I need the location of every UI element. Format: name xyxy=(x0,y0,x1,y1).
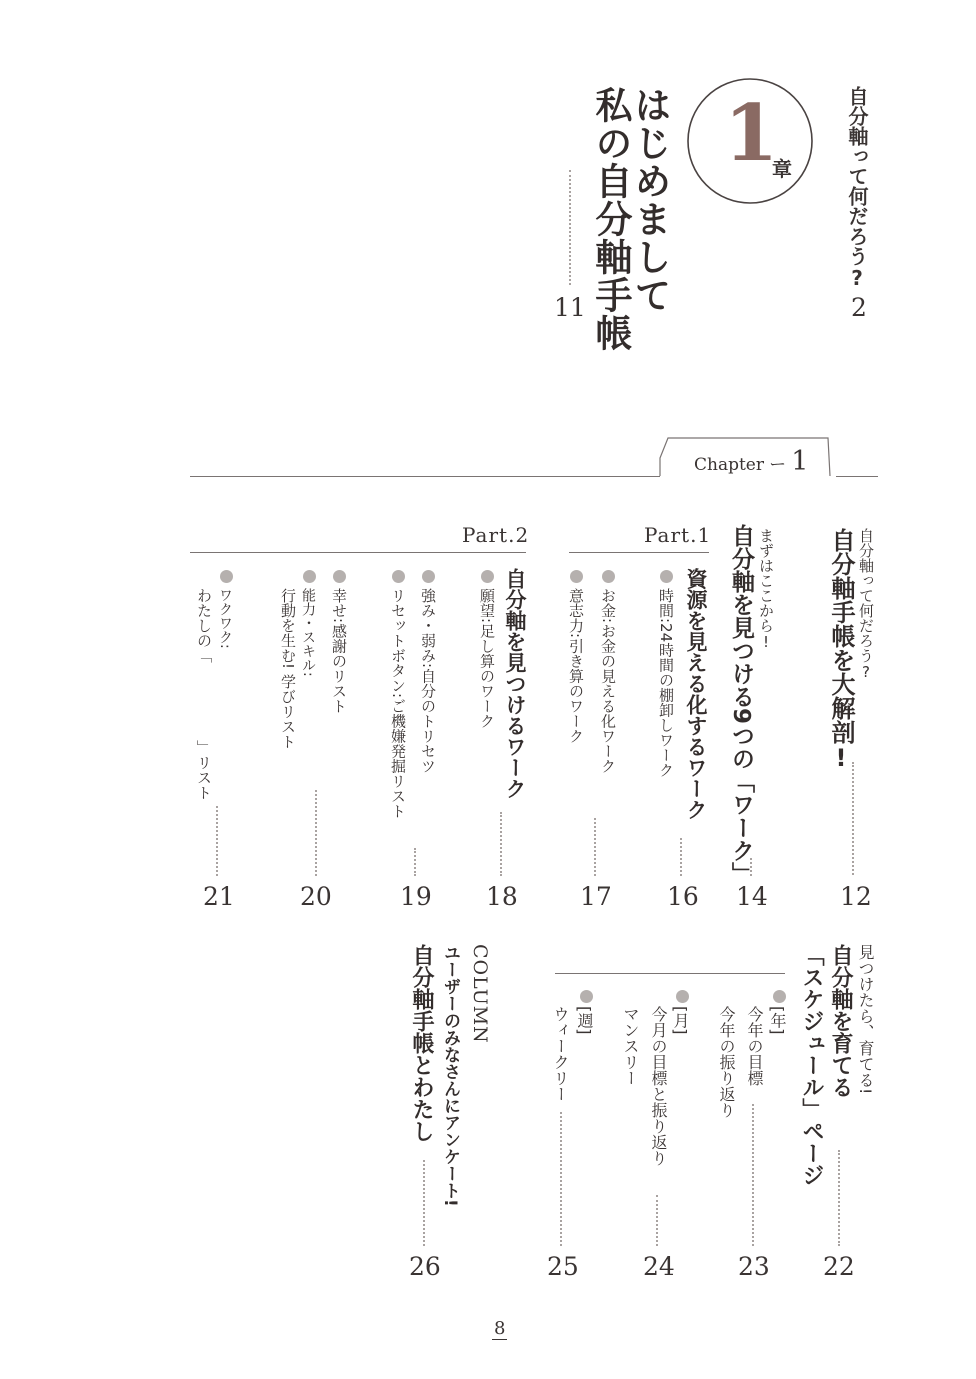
page-folio: 8 xyxy=(494,1318,506,1339)
part2-item-3-leader xyxy=(414,848,416,876)
part1-heading-leader xyxy=(680,838,682,876)
part2-item-3-page: 19 xyxy=(400,882,432,911)
part1-item-3[interactable]: 意志力:引き算のワーク xyxy=(567,588,585,744)
schedule-month-bullet xyxy=(676,990,689,1003)
part2-item-5-bullet xyxy=(303,570,316,583)
chapter-tab-number: 1 xyxy=(791,446,809,477)
schedule-week-tag: [週] xyxy=(575,1006,594,1035)
schedule-month-line1[interactable]: 今月の目標と振り返り xyxy=(649,1006,668,1166)
section-explain-page: 12 xyxy=(840,882,872,911)
part2-item-2-bullet xyxy=(422,570,435,583)
chapter-divider-right xyxy=(836,476,878,477)
part2-item-6-line1[interactable]: ワクワク: xyxy=(217,588,233,649)
schedule-month-page: 24 xyxy=(643,1252,675,1281)
chapter-tab[interactable] xyxy=(694,446,808,477)
part1-item-1-bullet xyxy=(660,570,673,583)
part2-item-1-bullet xyxy=(481,570,494,583)
part2-rule xyxy=(190,552,526,553)
chapter-tab-label: Chapter xyxy=(694,455,764,475)
section-explain-kicker: 自分軸って何だろう? xyxy=(857,528,875,681)
chapter1-badge-label: 章 xyxy=(772,157,792,181)
section-schedule-leader xyxy=(838,1150,840,1246)
column-page: 26 xyxy=(409,1252,441,1281)
section-works-page: 14 xyxy=(736,882,768,911)
part2-item-1[interactable]: 願望:足し算のワーク xyxy=(478,588,496,729)
schedule-week-page: 25 xyxy=(547,1252,579,1281)
part1-heading[interactable]: 資源を見える化するワーク xyxy=(684,568,708,820)
schedule-year-page: 23 xyxy=(738,1252,770,1281)
column-label: COLUMN xyxy=(469,944,491,1044)
part2-heading-page: 18 xyxy=(486,882,518,911)
part2-label: Part.2 xyxy=(462,523,530,547)
schedule-month-line2[interactable]: マンスリー xyxy=(621,1006,640,1086)
schedule-week-line1[interactable]: ウィークリー xyxy=(551,1006,570,1102)
part1-item-2[interactable]: お金:お金の見える化ワーク xyxy=(599,588,617,774)
schedule-year-line1[interactable]: 今年の目標 xyxy=(745,1006,764,1086)
schedule-year-leader xyxy=(752,1104,754,1246)
part2-item-6-line2a[interactable]: わたしの「 xyxy=(195,588,213,663)
part1-item-3-page: 17 xyxy=(580,882,612,911)
section-explain-leader xyxy=(852,762,854,875)
part2-heading-leader xyxy=(500,812,502,876)
schedule-week-bullet xyxy=(580,990,593,1003)
chapter-tab-dash: ー xyxy=(769,455,787,475)
section-explain-title[interactable]: 自分軸手帳を大解剖! xyxy=(827,528,855,772)
part2-item-5-line2[interactable]: 行動を生む! 学びリスト xyxy=(279,588,297,749)
column-title[interactable]: 自分軸手帳とわたし xyxy=(409,944,434,1142)
schedule-year-tag: [年] xyxy=(768,1006,787,1035)
schedule-week-leader xyxy=(560,1112,562,1246)
intro-page: 2 xyxy=(851,293,867,322)
chapter1-badge xyxy=(686,77,814,205)
part1-item-2-bullet xyxy=(602,570,615,583)
section-works-kicker: まずはここから! xyxy=(757,528,775,651)
chapter1-title-line2[interactable]: 私の自分軸手帳 xyxy=(589,86,632,352)
chapter1-title-line1[interactable]: はじめまして xyxy=(628,86,671,314)
part2-item-3[interactable]: リセットボタン:ご機嫌発掘リスト xyxy=(389,588,407,819)
chapter1-title-leader xyxy=(569,170,571,285)
part2-item-2[interactable]: 強み・弱み:自分のトリセツ xyxy=(419,588,437,774)
section-schedule-line1[interactable]: 自分軸を育てる xyxy=(828,944,853,1098)
schedule-month-tag: [月] xyxy=(671,1006,690,1035)
part1-label: Part.1 xyxy=(644,523,712,547)
part2-item-5-page: 20 xyxy=(300,882,332,911)
column-subtitle[interactable]: ユーザーのみなさんにアンケート! xyxy=(440,944,460,1207)
part1-item-1[interactable]: 時間:24時間の棚卸しワーク xyxy=(657,588,675,778)
section-schedule-page: 22 xyxy=(823,1252,855,1281)
part2-item-5-line1[interactable]: 能力・スキル: xyxy=(300,588,316,677)
column-leader xyxy=(423,1160,425,1246)
section-works-title[interactable]: 自分軸を見つける9つの「ワーク」 xyxy=(728,524,754,886)
part2-item-6-page: 21 xyxy=(203,882,235,911)
part2-item-6-line2b[interactable]: 」リスト xyxy=(195,740,213,800)
schedule-year-line2[interactable]: 今年の振り返り xyxy=(717,1006,736,1118)
part2-item-6-leader xyxy=(216,806,218,876)
section-schedule-line2[interactable]: 「スケジュール」ページ xyxy=(799,944,824,1186)
part2-item-6-bullet xyxy=(220,570,233,583)
part2-heading[interactable]: 自分軸を見つけるワーク xyxy=(503,568,527,799)
part1-rule xyxy=(569,552,709,553)
part1-item-3-bullet xyxy=(570,570,583,583)
section-works-leader xyxy=(750,858,752,876)
part2-item-3-bullet xyxy=(392,570,405,583)
intro-title[interactable]: 自分軸って何だろう? xyxy=(845,86,869,290)
chapter1-title-page: 11 xyxy=(554,293,586,322)
part1-heading-page: 16 xyxy=(667,882,699,911)
chapter1-badge-number: 1 xyxy=(724,88,779,179)
part2-item-4[interactable]: 幸せ:感謝のリスト xyxy=(330,588,348,714)
part2-item-4-bullet xyxy=(333,570,346,583)
schedule-rule xyxy=(555,973,785,974)
section-schedule-kicker: 見つけたら、育てる! xyxy=(856,944,875,1095)
part1-item-3-leader xyxy=(594,818,596,876)
chapter-divider-left xyxy=(190,476,660,477)
schedule-year-bullet xyxy=(773,990,786,1003)
schedule-month-leader xyxy=(656,1195,658,1246)
part2-item-5-leader xyxy=(315,790,317,876)
